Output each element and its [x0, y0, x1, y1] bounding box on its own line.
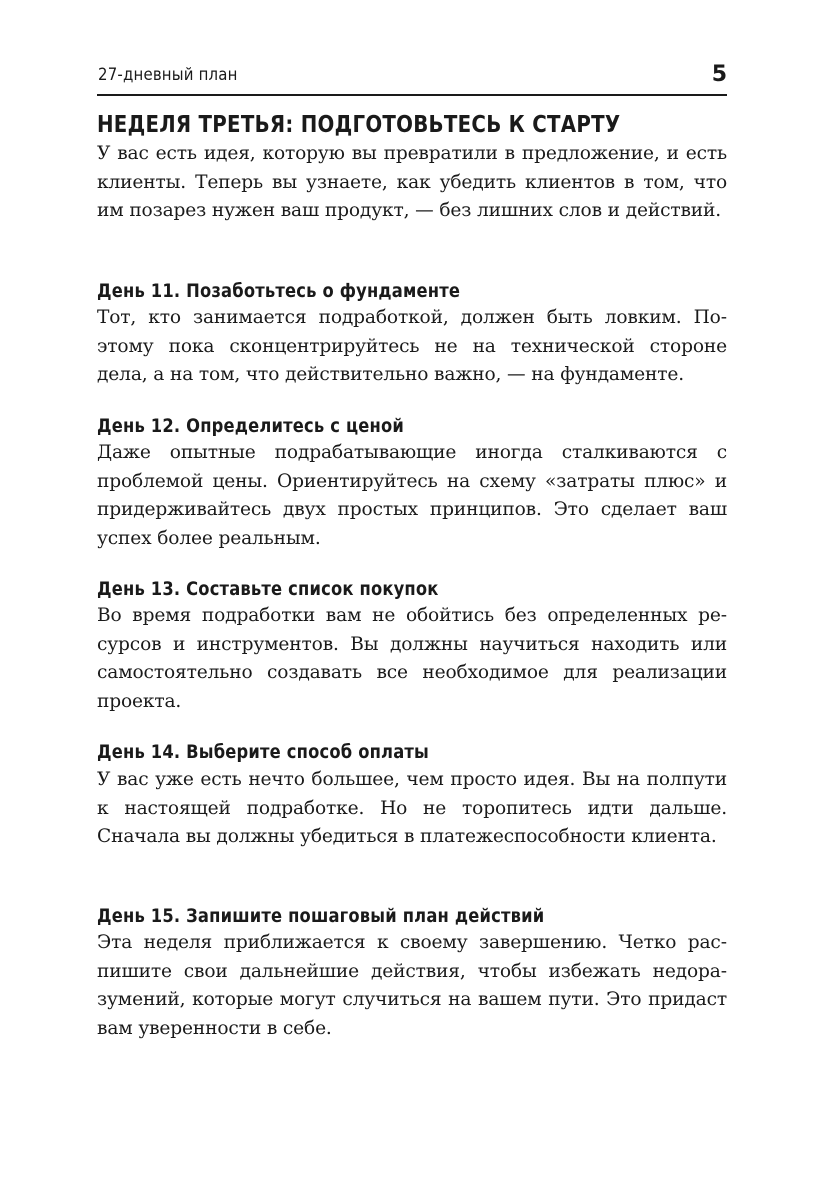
- day-13-paragraph: Во время подработки вам не обойтись без определенных ресурсов и инструментов. Вы должны научиться находить или самостоятельно создавать все необходимое для реализации проекта.: [97, 605, 727, 712]
- day-12-paragraph: Даже опытные подрабатывающие иногда сталкиваются с проблемой цены. Ориентируйтесь на схему «затраты плюс» и придерживайтесь двух простых принципов. Это сделает ваш успех более реальным.: [97, 442, 727, 549]
- day-14-heading: День 14. Выберите способ оплаты: [97, 741, 430, 763]
- page-number: 5: [711, 62, 727, 87]
- day-11-heading: День 11. Позаботьтесь о фундаменте: [97, 280, 461, 302]
- day-12-heading: День 12. Определитесь с ценой: [97, 415, 405, 437]
- day-11-paragraph: Тот, кто занимается подработкой, должен быть ловким. Поэтому пока сконцентрируйтесь не на технической стороне дела, а на том, что действительно важно, — на фундаменте.: [97, 307, 727, 385]
- week-heading: НЕДЕЛЯ ТРЕТЬЯ: ПОДГОТОВЬТЕСЬ К СТАРТУ: [97, 112, 621, 138]
- running-title: 27-дневный план: [98, 65, 238, 85]
- day-14-paragraph: У вас уже есть нечто большее, чем просто идея. Вы на полпути к настоящей подработке. Но не торопитесь идти дальше. Сначала вы должны убедиться в платежеспособности клиента.: [97, 769, 727, 847]
- day-15-paragraph: Эта неделя приближается к своему завершению. Четко распишите свои дальнейшие действия, чтобы избежать недоразумений, которые могут случиться на вашем пути. Это придаст вам уверенности в себе.: [97, 932, 727, 1039]
- day-15-heading: День 15. Запишите пошаговый план действий: [97, 905, 545, 927]
- day-13-heading: День 13. Составьте список покупок: [97, 578, 439, 600]
- week-intro-paragraph: У вас есть идея, которую вы превратили в предложение, и есть клиенты. Теперь вы узнаете, как убедить клиентов в том, что им позарез нужен ваш продукт, — без лишних слов и действий.: [97, 143, 727, 221]
- running-header: [97, 62, 727, 96]
